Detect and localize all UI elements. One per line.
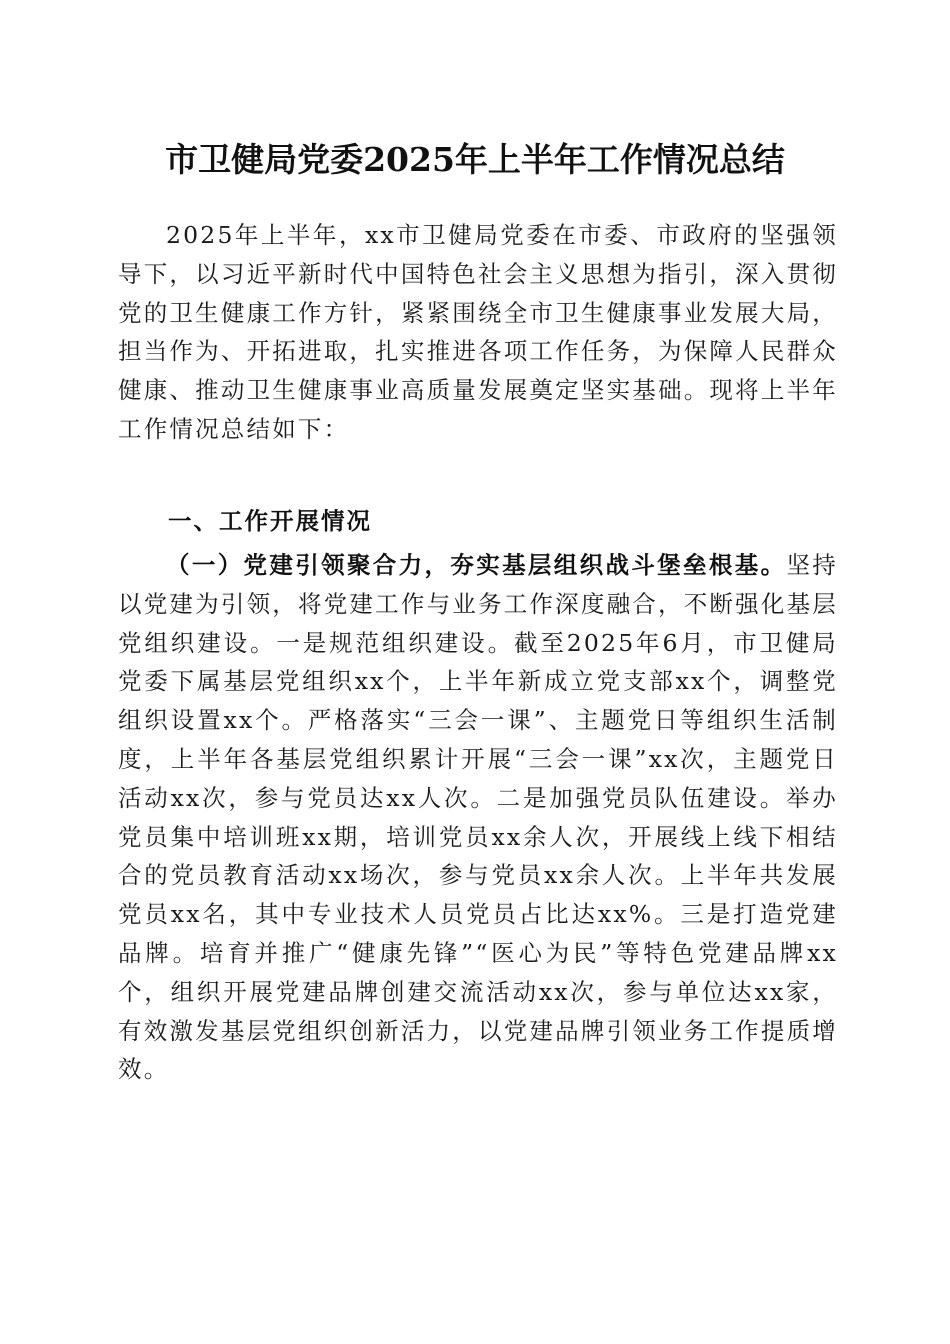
document-title: 市卫健局党委2025年上半年工作情况总结 [165, 140, 785, 179]
subsection-paragraph-party-building [118, 546, 838, 1089]
subsection-heading-party-building: （一）党建引领聚合力，夯实基层组织战斗堡垒根基。 [166, 551, 787, 579]
intro-paragraph: 2025年上半年，xx市卫健局党委在市委、市政府的坚强领导下，以习近平新时代中国特色社会主义思想为指引，深入贯彻党的卫生健康工作方针，紧紧围绕全市卫生健康事业发展大局，担当作为、开拓进取，扎实推进各项工作任务，为保障人民群众健康、推动卫生健康事业高质量发展奠定坚实基础。现将上半年工作情况总结如下： [118, 221, 838, 443]
subsection-body-party-building: 坚持以党建为引领，将党建工作与业务工作深度融合，不断强化基层党组织建设。一是规范组织建设。截至2025年6月，市卫健局党委下属基层党组织xx个，上半年新成立党支部xx个，调整党组织设置xx个。严格落实“三会一课”、主题党日等组织生活制度，上半年各基层党组织累计开展“三会一课”xx次，主题党日活动xx次，参与党员达xx人次。二是加强党员队伍建设。举办党员集中培训班xx期，培训党员xx余人次，开展线上线下相结合的党员教育活动xx场次，参与党员xx余人次。上半年共发展党员xx名，其中专业技术人员党员占比达xx%。三是打造党建品牌。培育并推广“健康先锋”“医心为民”等特色党建品牌xx个，组织开展党建品牌创建交流活动xx次，参与单位达xx家，有效激发基层党组织创新活力，以党建品牌引领业务工作提质增效。 [118, 551, 838, 1084]
section-heading-work-progress: 一、工作开展情况 [168, 507, 372, 535]
